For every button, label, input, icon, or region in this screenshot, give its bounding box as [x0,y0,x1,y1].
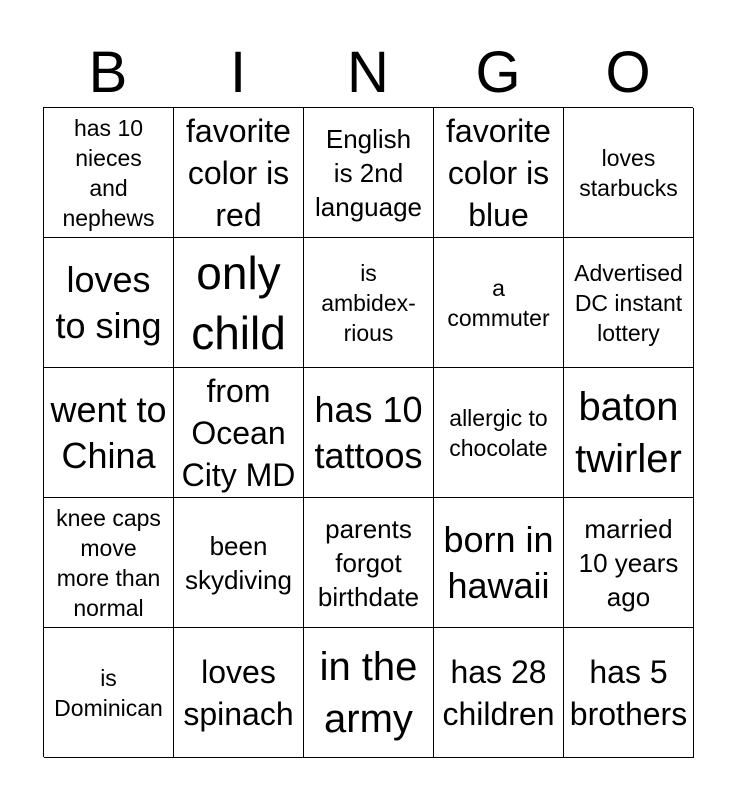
bingo-cell[interactable] [564,368,694,498]
bingo-cell[interactable] [564,238,694,368]
bingo-cell[interactable] [304,628,434,758]
cell-text: baton twirler [575,384,682,481]
header-letter-i: I [229,40,247,105]
cell-text: English is 2nd language [315,123,422,222]
cell-text: from Ocean City MD [181,372,296,493]
header-letter-o: O [605,40,651,105]
bingo-cell[interactable] [304,498,434,628]
bingo-cell[interactable] [174,498,304,628]
bingo-grid [43,107,693,757]
bingo-cell[interactable] [44,238,174,368]
bingo-cell[interactable] [44,108,174,238]
header-letter-b: B [88,40,128,105]
cell-text: born in hawaii [443,518,554,606]
cell-text: loves spinach [183,653,294,732]
header-letter-n: N [347,40,389,105]
cell-text: allergic to chocolate [449,404,548,461]
bingo-cell[interactable] [44,498,174,628]
cell-text: went to China [50,388,167,476]
cell-text: loves to sing [55,258,162,346]
bingo-header [43,40,693,106]
cell-text: loves starbucks [579,144,678,201]
bingo-cell[interactable] [434,108,564,238]
cell-text: is Dominican [54,664,163,721]
header-letter-g: G [475,40,521,105]
bingo-cell[interactable] [564,108,694,238]
bingo-cell[interactable] [174,108,304,238]
bingo-cell[interactable] [44,368,174,498]
cell-text: been skydiving [185,530,292,595]
bingo-cell[interactable] [564,628,694,758]
cell-text: has 10 tattoos [314,388,423,476]
bingo-cell[interactable] [304,108,434,238]
cell-text: parents forgot birthdate [317,513,420,612]
bingo-cell[interactable] [44,628,174,758]
cell-text: favorite color is red [186,112,291,233]
cell-text: is ambidex- rious [321,259,416,346]
cell-text: has 28 children [442,653,555,732]
cell-text: has 10 nieces and nephews [62,114,155,231]
cell-text: only child [191,246,286,359]
bingo-cell[interactable] [434,368,564,498]
bingo-cell[interactable] [304,368,434,498]
cell-text: favorite color is blue [446,112,551,233]
bingo-cell[interactable] [174,368,304,498]
cell-text: married 10 years ago [578,513,679,612]
bingo-cell[interactable] [174,628,304,758]
bingo-cell[interactable] [434,628,564,758]
bingo-cell[interactable] [434,498,564,628]
cell-text: in the army [319,644,418,741]
cell-text: has 5 brothers [569,653,688,732]
bingo-cell[interactable] [304,238,434,368]
bingo-cell[interactable] [174,238,304,368]
cell-text: Advertised DC instant lottery [574,259,683,346]
bingo-cell[interactable] [434,238,564,368]
bingo-cell[interactable] [564,498,694,628]
cell-text: a commuter [447,274,550,331]
cell-text: knee caps move more than normal [56,504,161,621]
